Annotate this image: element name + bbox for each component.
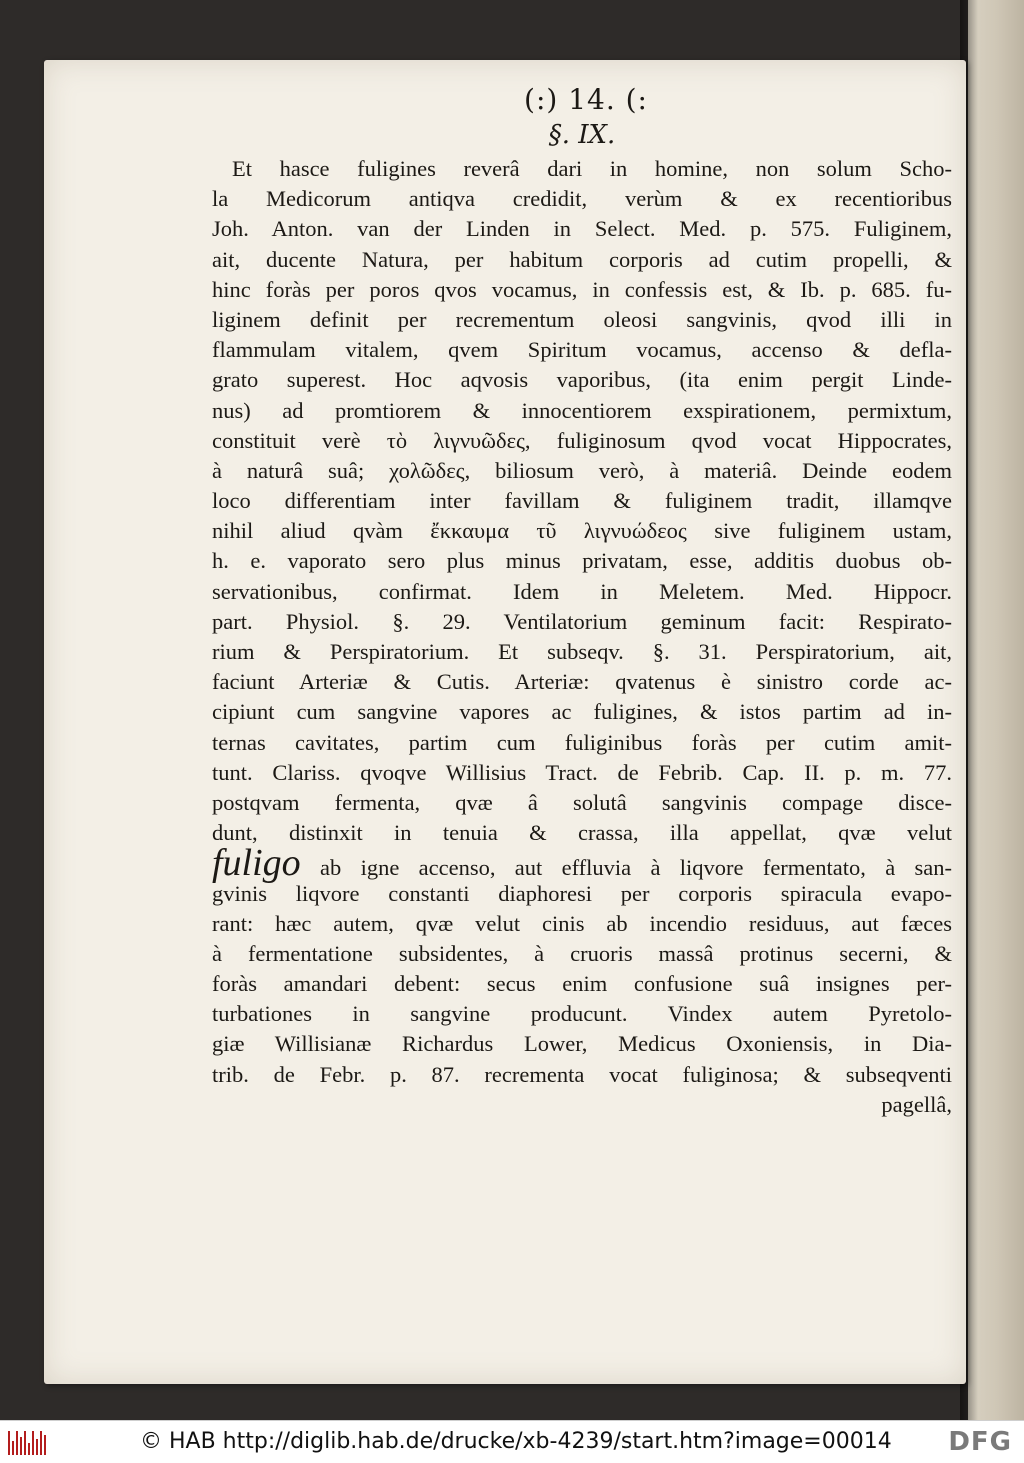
footer-bar xyxy=(0,1420,1024,1463)
text-line: à fermentatione subsidentes, à cruoris massâ protinus secerni, & xyxy=(212,940,952,966)
text-line: giæ Willisianæ Richardus Lower, Medicus Oxoniensis, in Dia- xyxy=(212,1031,952,1057)
text-line: rium & Perspiratorium. Et subseqv. §. 31. Perspiratorium, ait, xyxy=(212,639,952,664)
text-line: tunt. Clariss. qvoqve Willisius Tract. de Febrib. Cap. II. p. m. 77. xyxy=(212,759,952,785)
text-line: cipiunt cum sangvine vapores ac fuligines, & istos partim ad in- xyxy=(212,699,952,725)
catchword: pagellâ, xyxy=(881,1091,952,1117)
text-line: constituit verè τὸ λιγνυῶδες, fuliginosum qvod vocat Hippocrates, xyxy=(212,427,952,453)
text-line: h. e. vaporato sero plus minus privatam, esse, additis duobus ob- xyxy=(212,548,952,574)
section-heading: §. IX. xyxy=(548,120,616,150)
text-line: nus) ad promtiorem & innocentiorem exspirationem, permixtum, xyxy=(212,397,952,423)
text-line: la Medicorum antiqva credidit, verùm & ex recentioribus xyxy=(212,186,952,212)
text-line: hinc foràs per poros qvos vocamus, in confessis est, & Ib. p. 685. fu- xyxy=(212,276,952,302)
text-line: foràs amandari debent: secus enim confusione suâ insignes per- xyxy=(212,971,952,997)
hab-logo-icon xyxy=(8,1431,48,1455)
copyright-url[interactable]: © HAB http://diglib.hab.de/drucke/xb-4239/start.htm?image=00014 xyxy=(140,1429,892,1454)
text-line: part. Physiol. §. 29. Ventilatorium geminum facit: Respirato- xyxy=(212,608,952,634)
text-line: nihil aliud qvàm ἔκκαυμα τῦ λιγνυώδεος sive fuliginem ustam, xyxy=(212,518,952,544)
running-head: (:) 14. (: xyxy=(524,83,648,116)
text-line: liginem definit per recrementum oleosi sangvinis, qvod illi in xyxy=(212,306,952,332)
text-line: dunt, distinxit in tenuia & crassa, illa appellat, qvæ velut xyxy=(212,820,952,846)
text-line: grato superest. Hoc aqvosis vaporibus, (ita enim pergit Linde- xyxy=(212,367,952,393)
text-line: turbationes in sangvine producunt. Vindex autem Pyretolo- xyxy=(212,1001,952,1027)
text-line: à naturâ suâ; χολῶδες, biliosum verò, à materiâ. Deinde eodem xyxy=(212,457,952,483)
text-line: postqvam fermenta, qvæ â solutâ sangvinis compage disce- xyxy=(212,789,952,815)
fuligo-word: fuligo xyxy=(212,842,301,885)
text-line: gvinis liqvore constanti diaphoresi per corporis spiracula evapo- xyxy=(212,880,952,906)
dfg-logo: DFG xyxy=(948,1427,1012,1457)
text-line: flammulam vitalem, qvem Spiritum vocamus, accenso & defla- xyxy=(212,337,952,363)
text-line: ab igne accenso, aut effluvia à liqvore fermentato, à san- xyxy=(320,855,953,881)
text-line: loco differentiam inter favillam & fuliginem tradit, illamqve xyxy=(212,488,952,514)
book-page xyxy=(44,60,966,1384)
text-line: servationibus, confirmat. Idem in Meletem. Med. Hippocr. xyxy=(212,578,952,604)
text-line: ternas cavitates, partim cum fuliginibus foràs per cutim amit- xyxy=(212,729,952,755)
text-line: ait, ducente Natura, per habitum corporis ad cutim propelli, & xyxy=(212,246,952,272)
text-line: faciunt Arteriæ & Cutis. Arteriæ: qvatenus è sinistro corde ac- xyxy=(212,669,952,695)
text-line: Et hasce fuligines reverâ dari in homine, non solum Scho- xyxy=(232,156,952,181)
text-line: Joh. Anton. van der Linden in Select. Med. p. 575. Fuliginem, xyxy=(212,216,952,242)
text-line-fuligo xyxy=(212,842,953,885)
text-line: rant: hæc autem, qvæ velut cinis ab incendio residuus, aut fæces xyxy=(212,910,952,936)
page-text-block xyxy=(212,82,952,1120)
text-line: trib. de Febr. p. 87. recrementa vocat fuliginosa; & subseqventi xyxy=(212,1061,952,1087)
